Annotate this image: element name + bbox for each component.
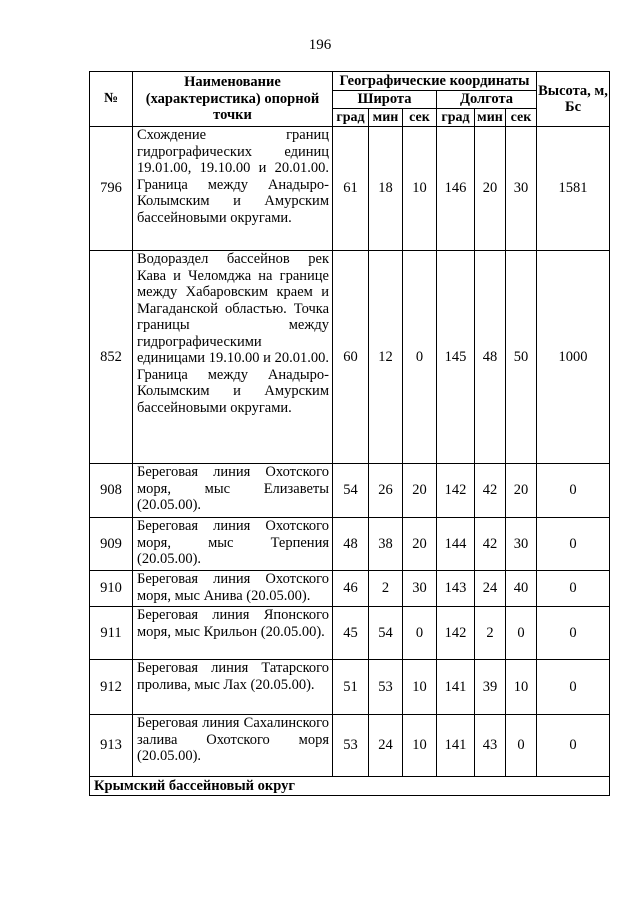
lon-minutes: 39 bbox=[475, 660, 506, 715]
lon-seconds: 30 bbox=[506, 518, 537, 571]
lat-minutes: 12 bbox=[369, 251, 403, 464]
lat-minutes: 53 bbox=[369, 660, 403, 715]
table-header bbox=[90, 72, 610, 127]
lon-degrees: 145 bbox=[437, 251, 475, 464]
lat-seconds: 0 bbox=[403, 607, 437, 660]
lon-minutes: 42 bbox=[475, 464, 506, 518]
table-row bbox=[90, 127, 610, 251]
lat-seconds: 0 bbox=[403, 251, 437, 464]
header-geo: Географические координаты bbox=[333, 72, 537, 91]
row-number: 911 bbox=[90, 607, 133, 660]
row-number: 913 bbox=[90, 715, 133, 777]
row-number: 912 bbox=[90, 660, 133, 715]
height-value: 0 bbox=[537, 660, 610, 715]
lat-minutes: 54 bbox=[369, 607, 403, 660]
lon-degrees: 141 bbox=[437, 715, 475, 777]
table-row bbox=[90, 715, 610, 777]
header-unit-lat-sec: сек bbox=[403, 109, 437, 127]
lat-seconds: 30 bbox=[403, 571, 437, 607]
lon-seconds: 0 bbox=[506, 607, 537, 660]
lat-minutes: 38 bbox=[369, 518, 403, 571]
lon-degrees: 146 bbox=[437, 127, 475, 251]
lat-degrees: 48 bbox=[333, 518, 369, 571]
point-description: Береговая линия Охотского моря, мыс Терпения (20.05.00). bbox=[133, 518, 333, 571]
header-unit-lon-deg: град bbox=[437, 109, 475, 127]
header-longitude: Долгота bbox=[437, 91, 537, 109]
lat-minutes: 2 bbox=[369, 571, 403, 607]
lon-degrees: 144 bbox=[437, 518, 475, 571]
lat-seconds: 20 bbox=[403, 518, 437, 571]
point-description: Береговая линия Татарского пролива, мыс Лах (20.05.00). bbox=[133, 660, 333, 715]
lat-degrees: 53 bbox=[333, 715, 369, 777]
lat-seconds: 10 bbox=[403, 660, 437, 715]
lon-seconds: 50 bbox=[506, 251, 537, 464]
lon-degrees: 143 bbox=[437, 571, 475, 607]
header-latitude: Широта bbox=[333, 91, 437, 109]
table-row bbox=[90, 251, 610, 464]
point-description: Водораздел бассейнов рек Кава и Челомджа на границе между Хабаровским краем и Магаданской областью. Точка границы между гидрографическими единицами 19.10.00 и 20.01.00. Граница между Анадыро-Колымским и Амурским бассейновыми округами. bbox=[133, 251, 333, 464]
height-value: 0 bbox=[537, 715, 610, 777]
row-number: 910 bbox=[90, 571, 133, 607]
height-value: 0 bbox=[537, 607, 610, 660]
table-row bbox=[90, 607, 610, 660]
lon-minutes: 42 bbox=[475, 518, 506, 571]
lat-seconds: 10 bbox=[403, 127, 437, 251]
point-description: Береговая линия Охотского моря, мыс Анива (20.05.00). bbox=[133, 571, 333, 607]
height-value: 0 bbox=[537, 464, 610, 518]
point-description: Схождение границ гидрографических единиц 19.01.00, 19.10.00 и 20.01.00. Граница между Анадыро-Колымским и Амурским бассейновыми округами. bbox=[133, 127, 333, 251]
height-value: 0 bbox=[537, 571, 610, 607]
header-name: Наименование (характеристика) опорной точки bbox=[133, 72, 333, 127]
row-number: 852 bbox=[90, 251, 133, 464]
point-description: Береговая линия Японского моря, мыс Крильон (20.05.00). bbox=[133, 607, 333, 660]
section-title: Крымский бассейновый округ bbox=[90, 777, 610, 796]
section-footer-row bbox=[90, 777, 610, 796]
lat-degrees: 61 bbox=[333, 127, 369, 251]
height-value: 1000 bbox=[537, 251, 610, 464]
lat-degrees: 60 bbox=[333, 251, 369, 464]
table-row bbox=[90, 518, 610, 571]
lon-degrees: 142 bbox=[437, 464, 475, 518]
table-row bbox=[90, 464, 610, 518]
lon-seconds: 10 bbox=[506, 660, 537, 715]
header-num: № bbox=[90, 72, 133, 127]
lat-minutes: 18 bbox=[369, 127, 403, 251]
table-row bbox=[90, 571, 610, 607]
row-number: 909 bbox=[90, 518, 133, 571]
lon-seconds: 30 bbox=[506, 127, 537, 251]
lat-degrees: 51 bbox=[333, 660, 369, 715]
lon-seconds: 20 bbox=[506, 464, 537, 518]
header-unit-lat-min: мин bbox=[369, 109, 403, 127]
lat-seconds: 10 bbox=[403, 715, 437, 777]
page-number: 196 bbox=[308, 37, 332, 53]
lat-minutes: 26 bbox=[369, 464, 403, 518]
header-unit-lon-sec: сек bbox=[506, 109, 537, 127]
header-height: Высота, м, Бс bbox=[537, 72, 610, 127]
lon-seconds: 40 bbox=[506, 571, 537, 607]
lon-seconds: 0 bbox=[506, 715, 537, 777]
lon-minutes: 2 bbox=[475, 607, 506, 660]
lat-seconds: 20 bbox=[403, 464, 437, 518]
lon-minutes: 20 bbox=[475, 127, 506, 251]
lat-degrees: 54 bbox=[333, 464, 369, 518]
lon-minutes: 24 bbox=[475, 571, 506, 607]
table-row bbox=[90, 660, 610, 715]
lon-degrees: 142 bbox=[437, 607, 475, 660]
header-unit-lon-min: мин bbox=[475, 109, 506, 127]
lon-minutes: 48 bbox=[475, 251, 506, 464]
point-description: Береговая линия Сахалинского залива Охотского моря (20.05.00). bbox=[133, 715, 333, 777]
lon-minutes: 43 bbox=[475, 715, 506, 777]
lat-degrees: 45 bbox=[333, 607, 369, 660]
lat-degrees: 46 bbox=[333, 571, 369, 607]
lat-minutes: 24 bbox=[369, 715, 403, 777]
height-value: 0 bbox=[537, 518, 610, 571]
row-number: 908 bbox=[90, 464, 133, 518]
coordinates-table bbox=[89, 71, 610, 796]
height-value: 1581 bbox=[537, 127, 610, 251]
row-number: 796 bbox=[90, 127, 133, 251]
lon-degrees: 141 bbox=[437, 660, 475, 715]
header-unit-lat-deg: град bbox=[333, 109, 369, 127]
point-description: Береговая линия Охотского моря, мыс Елизаветы (20.05.00). bbox=[133, 464, 333, 518]
